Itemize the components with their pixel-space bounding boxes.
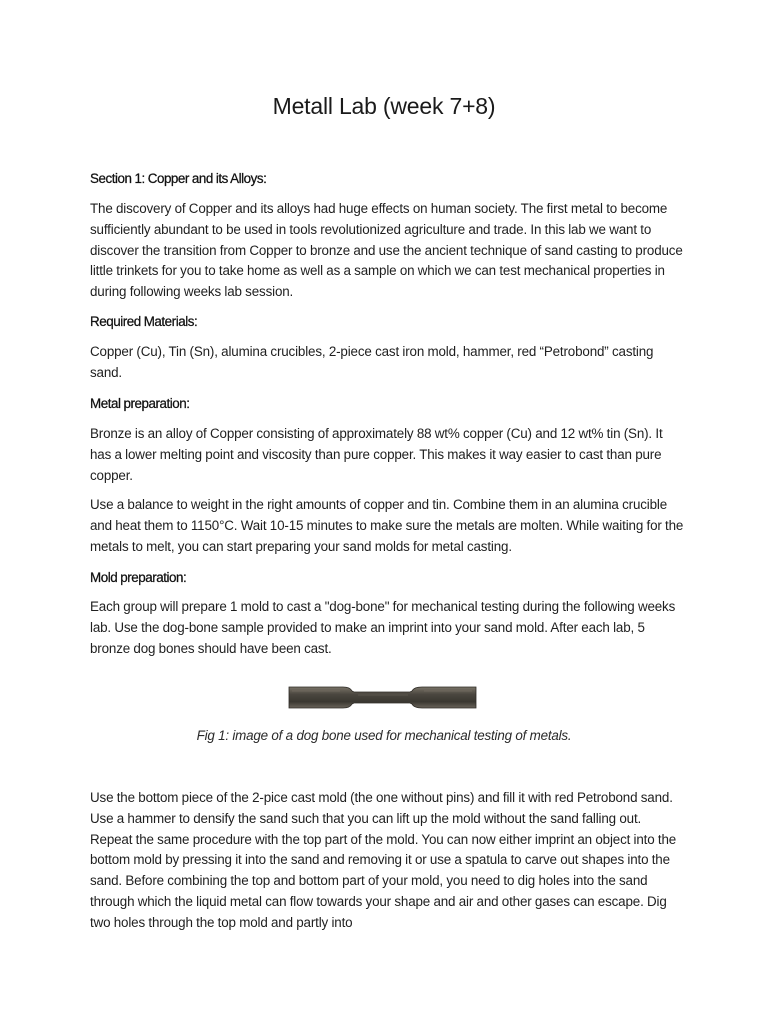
mold-prep-heading: Mold preparation:: [90, 570, 187, 585]
metal-prep-paragraph-1: Bronze is an alloy of Copper consisting of approximately 88 wt% copper (Cu) and 12 wt% tin (Sn). It has a lower melting point and viscosity than pure copper. This makes it way easier to cast than pure copper.: [90, 426, 663, 483]
dog-bone-image: [288, 685, 478, 710]
mold-prep-paragraph-2: Use the bottom piece of the 2-pice cast mold (the one without pins) and fill it with red Petrobond sand. Use a hammer to densify the sand such that you can lift up the mold without the sand falling out. Repeat the same procedure with the top part of the mold. You can now either imprint an object into the bottom mold by pressing it into the sand and removing it or use a spatula to carve out shapes into the sand. Before combining the top and bottom part of your mold, you need to dig holes into the sand through which the liquid metal can flow towards your shape and air and other gases can escape. Dig two holes through the top mold and partly into: [90, 790, 677, 930]
mold-prep-paragraph-1: Each group will prepare 1 mold to cast a "dog-bone" for mechanical testing during the following weeks lab. Use the dog-bone sample provided to make an imprint into your sand mold. After each lab, 5 bronze dog bones should have been cast.: [90, 599, 676, 656]
document-title: Metall Lab (week 7+8): [272, 93, 496, 119]
metal-prep-paragraph-2: Use a balance to weight in the right amounts of copper and tin. Combine them in an alumina crucible and heat them to 1150°C. Wait 10-15 minutes to make sure the metals are molten. While waiting for the metals to melt, you can start preparing your sand molds for metal casting.: [90, 497, 684, 554]
figure-caption: Fig 1: image of a dog bone used for mechanical testing of metals.: [196, 728, 572, 743]
section1-intro-paragraph: The discovery of Copper and its alloys had huge effects on human society. The first metal to become sufficiently abundant to be used in tools revolutionized agriculture and trade. In this lab we want to discover the transition from Copper to bronze and use the ancient technique of sand casting to produce little trinkets for you to take home as well as a sample on which we can test mechanical properties in during following weeks lab session.: [90, 201, 683, 300]
materials-paragraph: Copper (Cu), Tin (Sn), alumina crucibles, 2-piece cast iron mold, hammer, red “Petrobond” casting sand.: [90, 344, 654, 380]
materials-heading: Required Materials:: [90, 314, 198, 329]
metal-prep-heading: Metal preparation:: [90, 396, 190, 411]
section1-heading: Section 1: Copper and its Alloys:: [90, 171, 267, 186]
